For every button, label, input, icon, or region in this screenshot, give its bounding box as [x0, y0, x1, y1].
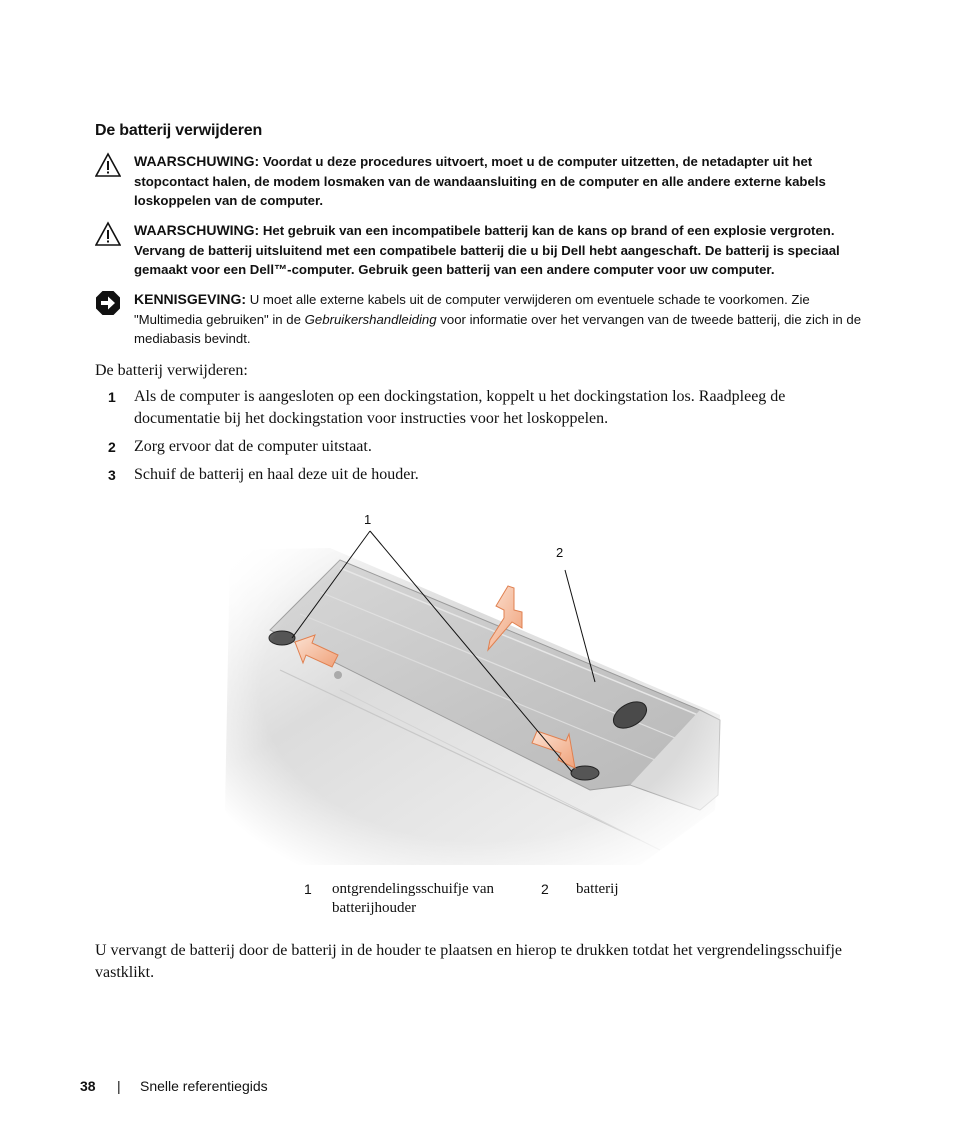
warning-label: WAARSCHUWING: [134, 222, 260, 238]
step-3 [95, 464, 865, 486]
footer-title: Snelle referentiegids [140, 1078, 268, 1094]
notice-text-after: voor informatie over het vervangen van de tweede batterij, die zich in de mediabasis bevindt. [134, 311, 862, 346]
intro-paragraph: De batterij verwijderen: [95, 362, 248, 379]
warning-triangle-icon [95, 221, 121, 247]
caption-text-1: ontgrendelingsschuifje van batterijhouder [332, 881, 495, 916]
footer-separator: | [117, 1078, 121, 1094]
closing-paragraph: U vervangt de batterij door de batterij in de houder te plaatsen en hierop te drukken totdat het vergrendelingsschuifje vastklikt. [95, 942, 843, 981]
step-text: Als de computer is aangesloten op een dockingstation, koppelt u het dockingstation los. Raadpleeg de documentatie bij het dockingstation voor instructies voor het loskoppelen. [134, 388, 786, 427]
callout-label-2: 2 [556, 545, 564, 560]
kennisgeving-notice [95, 290, 865, 349]
notice-italic: Gebruikershandleiding [304, 311, 437, 327]
battery-removal-illustration [220, 510, 740, 870]
caption-num-2: 2 [541, 881, 549, 897]
notice-text: U moet alle externe kabels uit de computer verwijderen om eventuele schade te voorkomen. Zie "Multimedia gebruiken" in de [134, 292, 810, 327]
step-number: 3 [108, 467, 116, 483]
warning-label: WAARSCHUWING: [134, 153, 260, 169]
step-number: 1 [108, 389, 116, 405]
caption-num-1: 1 [304, 881, 312, 897]
step-number: 2 [108, 439, 116, 455]
step-text: Schuif de batterij en haal deze uit de houder. [134, 466, 419, 483]
notice-arrow-icon [95, 290, 121, 316]
caption-text-2: batterij [576, 881, 619, 897]
warning-notice-1 [95, 152, 865, 211]
step-text: Zorg ervoor dat de computer uitstaat. [134, 438, 372, 455]
warning-triangle-icon [95, 152, 121, 178]
warning-text: Het gebruik van een incompatibele batterij kan de kans op brand of een explosie vergroten. Vervang de batterij uitsluitend met een compatibele batterij die u bij Dell hebt aangeschaft. De batterij is speciaal gemaakt voor een Dell™-computer. Gebruik geen batterij van een andere computer voor uw computer. [134, 223, 840, 277]
callout-label-1: 1 [364, 512, 372, 527]
page-number: 38 [80, 1078, 96, 1094]
section-heading: De batterij verwijderen [95, 122, 263, 139]
notice-label: KENNISGEVING: [134, 291, 247, 307]
warning-text: Voordat u deze procedures uitvoert, moet u de computer uitzetten, de netadapter uit het stopcontact halen, de modem losmaken van de wandaansluiting en de computer en alle andere externe kabels loskoppelen van de computer. [134, 154, 826, 208]
step-2 [95, 436, 865, 458]
warning-notice-2 [95, 221, 865, 280]
step-1 [95, 386, 865, 430]
